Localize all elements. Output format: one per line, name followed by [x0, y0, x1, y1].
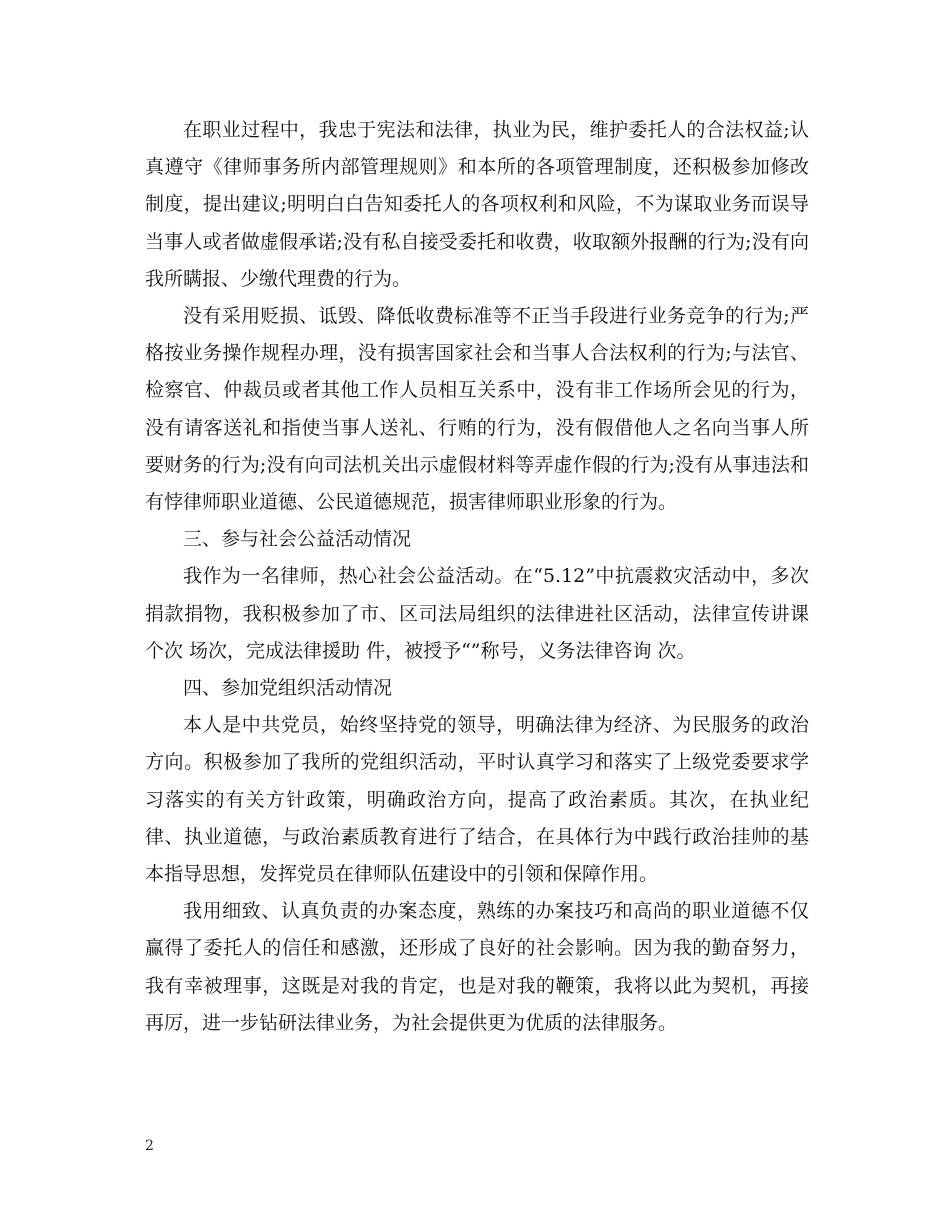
section-heading-party-activities: 四、参加党组织活动情况: [183, 677, 393, 700]
paragraph-competition-conduct: 没有采用贬损、诋毁、降低收费标准等不正当手段进行业务竞争的行为;严格按业务操作规程办理，没有损害国家社会和当事人合法权利的行为;与法官、检察官、仲裁员或者其他工作人员相互关系中，没有非工作场所会见的行为，没有请客送礼和指使当事人送礼、行贿的行为，没有假借他人之名向当事人所要财务的行为;没有向司法机关出示虚假材料等弄虚作假的行为;没有从事违法和有悖律师职业道德、公民道德规范，损害律师职业形象的行为。: [145, 305, 809, 514]
paragraph-party-activities: 本人是中共党员，始终坚持党的领导，明确法律为经济、为民服务的政治方向。积极参加了我所的党组织活动，平时认真学习和落实了上级党委要求学习落实的有关方针政策，明确政治方向，提高了政治素质。其次，在执业纪律、执业道德，与政治素质教育进行了结合，在具体行为中践行政治挂帅的基本指导思想，发挥党员在律师队伍建设中的引领和保障作用。: [145, 714, 809, 886]
document-body: [145, 112, 809, 1042]
paragraph-conclusion: 我用细致、认真负责的办案态度，熟练的办案技巧和高尚的职业道德不仅赢得了委托人的信任和感激，还形成了良好的社会影响。因为我的勤奋努力，我有幸被理事，这既是对我的肯定，也是对我的鞭策，我将以此为契机，再接再厉，进一步钻研法律业务，为社会提供更为优质的法律服务。: [145, 900, 809, 1034]
section-heading-public-welfare: 三、参与社会公益活动情况: [183, 528, 412, 551]
page-number: 2: [145, 1138, 154, 1154]
paragraph-professional-conduct: 在职业过程中，我忠于宪法和法律，执业为民，维护委托人的合法权益;认真遵守《律师事务所内部管理规则》和本所的各项管理制度，还积极参加修改制度，提出建议;明明白白告知委托人的各项权利和风险，不为谋取业务而误导当事人或者做虚假承诺;没有私自接受委托和收费，收取额外报酬的行为;没有向我所瞒报、少缴代理费的行为。: [145, 119, 809, 290]
paragraph-public-welfare: 我作为一名律师，热心社会公益活动。在“5.12”中抗震救灾活动中，多次捐款捐物，我积极参加了市、区司法局组织的法律进社区活动，法律宣传讲课个次 场次，完成法律援助 件，被授予“”称号，义务法律咨询 次。: [145, 565, 809, 662]
